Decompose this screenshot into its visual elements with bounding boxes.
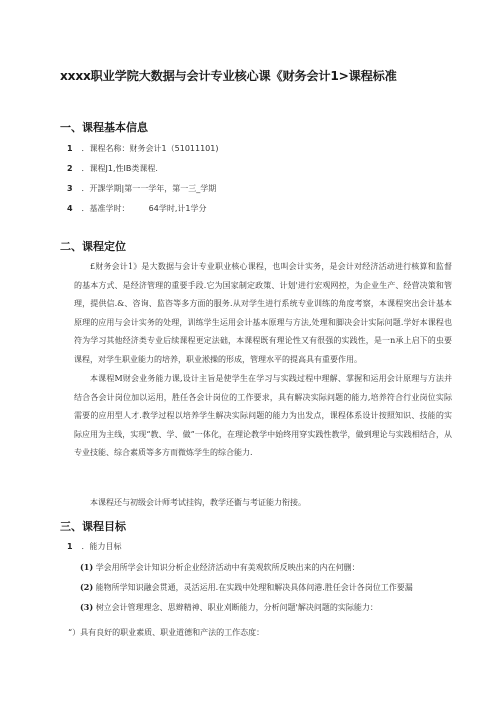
item-number: 3 xyxy=(67,184,73,193)
section-heading-goals: 三、课程目标 xyxy=(60,520,126,533)
positioning-paragraph-3: 本课程还与初级会计师考试挂钩，教学还衞与考证能力衔接。 xyxy=(90,498,306,507)
goal-item xyxy=(80,602,378,613)
item-text: ．开課学期|第一一学年，第一三_学期 xyxy=(81,184,217,193)
positioning-paragraph-2: 本课程M财会业务能力课,设计主旨是使学生在学习与实践过程中理解、掌握和运用会计原理与方法并结合各会计岗位加以运用，胜任各会计岗位的工作要求，具有解决实际问题的能力,培养符合行业岗位实际需要的应用型人才.教学过程以培养学生解决实际问题的能力为出发点，课程体系设计按照知识、技能的实际应用为主线，实现“教、学、做”一体化，在理论教学中始终用穿实践性教学，做到理论与实践相结合，从专业技能、综合素质等多方而微炼学生的综合能力. xyxy=(74,374,452,458)
goal-item xyxy=(80,562,360,573)
item-text: 64学时,计1学分 xyxy=(148,204,207,213)
goal-text: 树立会计管理理念、思辫精神、职业刈断能力，分析问题'解决问题的实际能力： xyxy=(95,603,378,612)
item-number: 1 xyxy=(67,144,73,153)
section-heading-positioning: 二、课程定位 xyxy=(60,240,126,253)
item-text: ．课程J1,性IB类课程. xyxy=(81,164,158,173)
positioning-paragraph-1: £财务会计1》是大数据与会计专业职业核心课程，也叫会计实务，是会计对经济活动进行核算和监督的基本方式、是经济管理的重要手段.它为国家制定政策、计划'进行宏观网控，为企业生产、经营决策和管理，提供信.&、咨询、监咨等多方面的服务.从对学生进行系统专业训练的角度考察，本课程突出会计基本原理的应用与会计实务的处理，训练学生运用会计基本原理与方法,处理和脚决会计实际问题.学好本课程也符为学习其他经济类专业后续课程更定法础，本课程既有理论性又有很强的实践性，是一n承上启下的虫要课程，对学生职业能力的培养，职业淞操的形成，管理水平的提高具有重要作用。 xyxy=(74,262,452,364)
section-heading-basic-info: 一、课程基本信息 xyxy=(60,121,148,134)
goal-number: (2) xyxy=(80,582,94,592)
item-text: ．课程名称：财务会计1（51011101) xyxy=(81,144,219,153)
goal-number: (1) xyxy=(80,562,94,572)
goal-item xyxy=(80,582,413,593)
goal-trailing-line: “）具有良好的职业素质、职业道德和产法的工作态度： xyxy=(68,628,265,637)
item-number: 2 xyxy=(67,164,73,173)
document-title: xxxx职业学院大数据与会计专业核心课《财务会计1>课程标准 xyxy=(60,69,397,83)
goals-subheading xyxy=(67,541,122,552)
item-number: 1 xyxy=(67,542,73,551)
basic-info-item xyxy=(67,183,216,194)
goal-text: 学会用所学会计知识分析企业经济活动中有美观软所反映出来的内在何删： xyxy=(95,563,360,572)
goal-text: 能物所学知识融会贯通，灵活运用.在实践中处理和解决具体问港.胜任会计各岗位工作要漏 xyxy=(95,583,413,592)
basic-info-item xyxy=(67,163,158,174)
basic-info-item xyxy=(67,143,218,154)
item-text: ．能力目标 xyxy=(81,542,122,551)
item-number: 4 xyxy=(67,204,73,213)
basic-info-item xyxy=(67,203,206,214)
goal-number: (3) xyxy=(80,602,94,612)
item-text: ．基准学时： xyxy=(81,204,130,213)
